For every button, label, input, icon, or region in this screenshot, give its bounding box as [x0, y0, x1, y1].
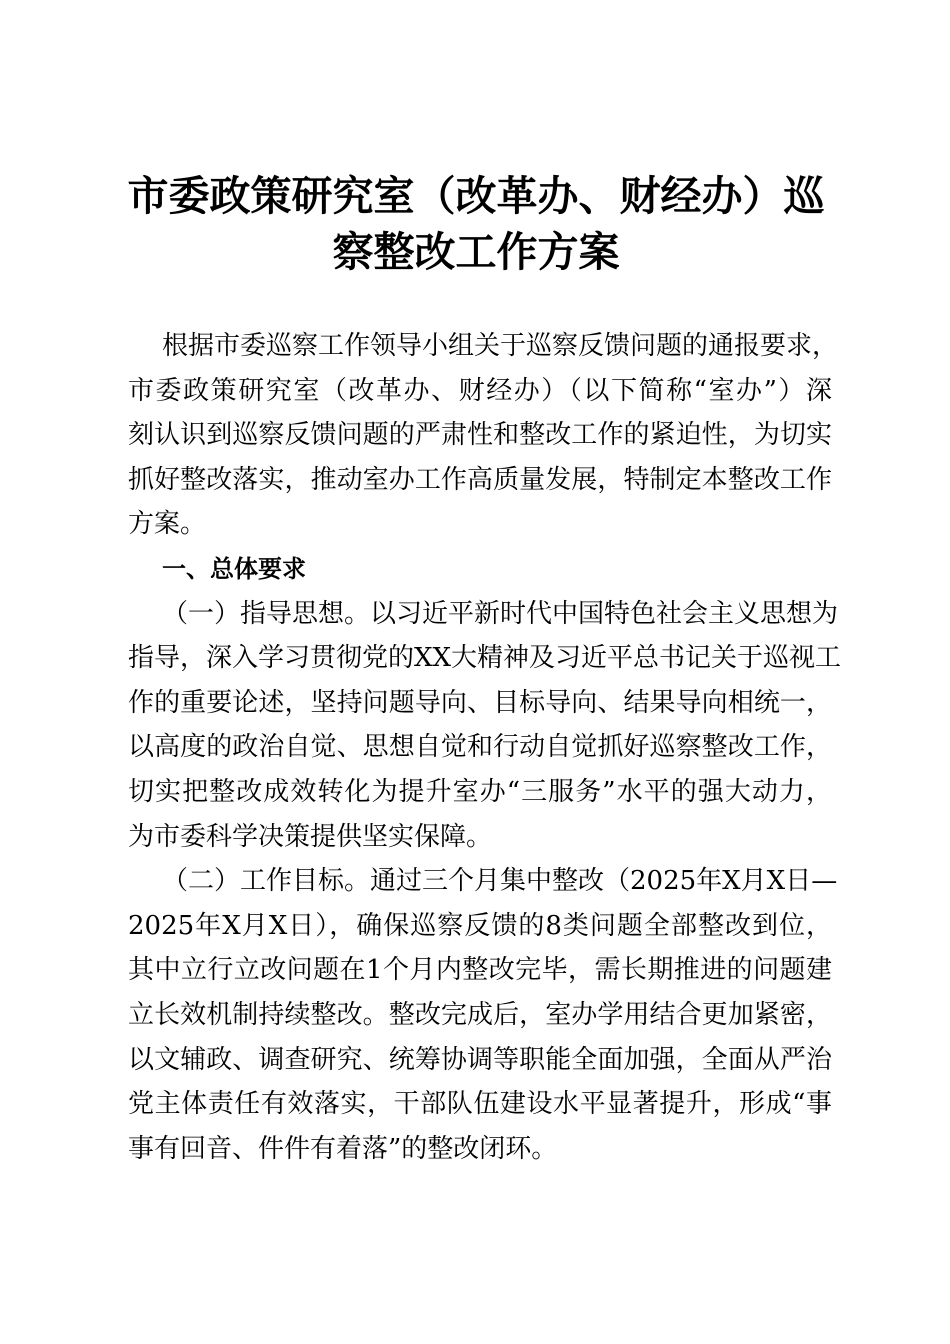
text-line: 党主体责任有效落实，干部队伍建设水平显著提升，形成“事 [128, 1089, 832, 1120]
document-title [120, 168, 832, 280]
text-line: 以文辅政、调查研究、统筹协调等职能全面加强，全面从严治 [128, 1044, 832, 1075]
text-line: 市委政策研究室（改革办、财经办）（以下简称“室办”）深 [128, 375, 832, 406]
text-line: 方案。 [128, 509, 207, 540]
text-line: （二）工作目标。通过三个月集中整改（2025年X月X日— [162, 866, 838, 897]
text-line: 2025年X月X日），确保巡察反馈的8类问题全部整改到位， [128, 910, 832, 941]
title-line-2: 察整改工作方案 [332, 228, 620, 276]
text-line: 为市委科学决策提供坚实保障。 [128, 821, 493, 852]
text-line: 以高度的政治自觉、思想自觉和行动自觉抓好巡察整改工作， [128, 732, 832, 763]
section-heading-general-requirements: 一、总体要求 [162, 554, 306, 583]
text-line: 刻认识到巡察反馈问题的严肃性和整改工作的紧迫性，为切实 [128, 420, 832, 451]
text-line: 其中立行立改问题在1个月内整改完毕，需长期推进的问题建 [128, 955, 832, 986]
text-line: （一）指导思想。以习近平新时代中国特色社会主义思想为 [162, 598, 839, 629]
text-line: 根据市委巡察工作领导小组关于巡察反馈问题的通报要求， [162, 331, 839, 361]
text-line: 抓好整改落实，推动室办工作高质量发展，特制定本整改工作 [128, 464, 832, 495]
text-line: 切实把整改成效转化为提升室办“三服务”水平的强大动力， [128, 776, 832, 807]
document-body [128, 324, 842, 1171]
work-goals-paragraph [128, 859, 838, 1171]
text-line: 指导，深入学习贯彻党的XX大精神及习近平总书记关于巡视工 [128, 643, 842, 674]
text-line: 事有回音、件件有着落”的整改闭环。 [128, 1133, 558, 1164]
guiding-thought-paragraph [128, 592, 842, 860]
intro-paragraph [128, 324, 839, 547]
text-line: 作的重要论述，坚持问题导向、目标导向、结果导向相统一， [128, 687, 832, 718]
title-line-1: 市委政策研究室（改革办、财经办）巡 [127, 172, 825, 220]
text-line: 立长效机制持续整改。整改完成后，室办学用结合更加紧密， [128, 999, 832, 1030]
